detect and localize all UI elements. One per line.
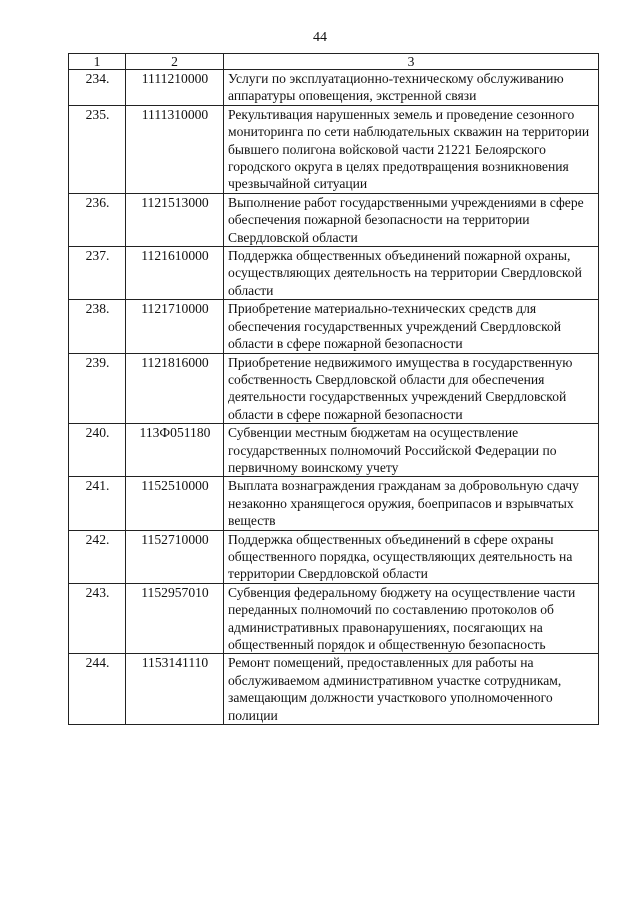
table-row bbox=[69, 583, 599, 654]
table-row bbox=[69, 477, 599, 530]
row-code-cell: 1121710000 bbox=[126, 300, 224, 353]
table-row bbox=[69, 247, 599, 300]
row-code-cell: 1111210000 bbox=[126, 70, 224, 106]
table-row bbox=[69, 300, 599, 353]
row-number-cell: 241. bbox=[69, 477, 126, 530]
table-row bbox=[69, 70, 599, 106]
row-code-cell: 1152710000 bbox=[126, 530, 224, 583]
row-number-cell: 238. bbox=[69, 300, 126, 353]
table-row bbox=[69, 424, 599, 477]
row-description-cell: Поддержка общественных объединений пожарной охраны, осуществляющих деятельность на территории Свердловской области bbox=[224, 247, 599, 300]
row-code-cell: 1121610000 bbox=[126, 247, 224, 300]
budget-codes-table bbox=[68, 53, 599, 725]
row-number-cell: 235. bbox=[69, 105, 126, 193]
row-number-cell: 239. bbox=[69, 353, 126, 424]
table-row bbox=[69, 530, 599, 583]
table-header-row bbox=[69, 54, 599, 70]
row-code-cell: 113Ф051180 bbox=[126, 424, 224, 477]
row-description-cell: Приобретение материально-технических средств для обеспечения государственных учреждений Свердловской области в сфере пожарной безопасности bbox=[224, 300, 599, 353]
row-description-cell: Приобретение недвижимого имущества в государственную собственность Свердловской области для обеспечения деятельности государственных учреждений Свердловской области в сфере пожарной безопасности bbox=[224, 353, 599, 424]
row-code-cell: 1152957010 bbox=[126, 583, 224, 654]
page-number: 44 bbox=[313, 30, 327, 45]
table-row bbox=[69, 193, 599, 246]
row-description-cell: Выполнение работ государственными учреждениями в сфере обеспечения пожарной безопасности на территории Свердловской области bbox=[224, 193, 599, 246]
column-header-description: 3 bbox=[224, 54, 599, 70]
row-code-cell: 1152510000 bbox=[126, 477, 224, 530]
table-row bbox=[69, 353, 599, 424]
row-number-cell: 243. bbox=[69, 583, 126, 654]
table-row bbox=[69, 105, 599, 193]
row-description-cell: Субвенции местным бюджетам на осуществление государственных полномочий Российской Федерации по первичному воинскому учету bbox=[224, 424, 599, 477]
table-body bbox=[69, 70, 599, 725]
row-code-cell: 1153141110 bbox=[126, 654, 224, 725]
row-description-cell: Поддержка общественных объединений в сфере охраны общественного порядка, осуществляющих деятельность на территории Свердловской области bbox=[224, 530, 599, 583]
row-description-cell: Услуги по эксплуатационно-техническому обслуживанию аппаратуры оповещения, экстренной связи bbox=[224, 70, 599, 106]
row-number-cell: 244. bbox=[69, 654, 126, 725]
row-number-cell: 234. bbox=[69, 70, 126, 106]
row-description-cell: Рекультивация нарушенных земель и проведение сезонного мониторинга по сети наблюдательных скважин на территории бывшего полигона войсковой части 21221 Белоярского городского округа в целях предотвращения возникновения чрезвычайной ситуации bbox=[224, 105, 599, 193]
row-number-cell: 242. bbox=[69, 530, 126, 583]
row-code-cell: 1121816000 bbox=[126, 353, 224, 424]
row-description-cell: Выплата вознаграждения гражданам за добровольную сдачу незаконно хранящегося оружия, боеприпасов и взрывчатых веществ bbox=[224, 477, 599, 530]
row-code-cell: 1121513000 bbox=[126, 193, 224, 246]
column-header-code: 2 bbox=[126, 54, 224, 70]
row-number-cell: 236. bbox=[69, 193, 126, 246]
table-row bbox=[69, 654, 599, 725]
row-code-cell: 1111310000 bbox=[126, 105, 224, 193]
row-number-cell: 237. bbox=[69, 247, 126, 300]
row-description-cell: Ремонт помещений, предоставленных для работы на обслуживаемом административном участке сотрудникам, замещающим должности участкового уполномоченного полиции bbox=[224, 654, 599, 725]
column-header-number: 1 bbox=[69, 54, 126, 70]
row-number-cell: 240. bbox=[69, 424, 126, 477]
row-description-cell: Субвенция федеральному бюджету на осуществление части переданных полномочий по составлению протоколов об административных правонарушениях, посягающих на общественный порядок и общественную безопасность bbox=[224, 583, 599, 654]
